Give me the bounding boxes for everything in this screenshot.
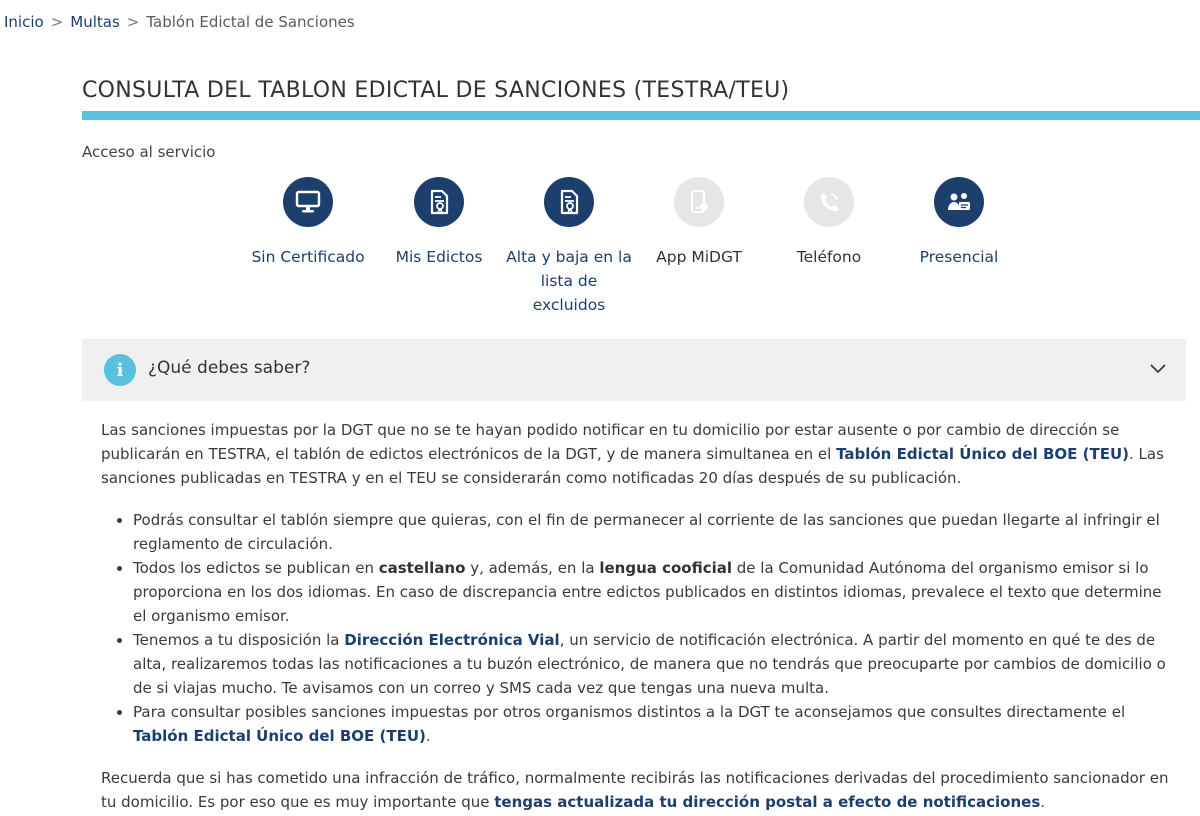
teu-boe-link-2[interactable]: Tablón Edictal Único del BOE (TEU) — [133, 727, 426, 745]
breadcrumb-separator: > — [50, 13, 64, 31]
service-presencial[interactable] — [894, 177, 1024, 269]
intro-text: Las sanciones impuestas por la DGT que no se te hayan podido notificar en tu domicilio por estar ausente o por cambio de dirección se publicarán en TESTRA, el tablón de edictos electrónicos de la DGT, y de manera simultanea en el — [101, 421, 1120, 463]
breadcrumb-current: Tablón Edictal de Sanciones — [146, 13, 355, 31]
direccion-electronica-vial-link[interactable]: Dirección Electrónica Vial — [344, 631, 560, 649]
people-icon — [934, 177, 984, 227]
list-item-text: , un servicio de notificación electrónica. A partir del momento en qué te des de alta, realizaremos todas las notificaciones a tu buzón electrónico, de manera que no tendrás que preocuparte por cambios de domicilio o de si viajas mucho. Te avisamos con un correo y SMS cada vez que tengas una nueva multa. — [133, 631, 1166, 697]
outro-paragraph — [101, 766, 1171, 814]
breadcrumb-multas-link[interactable]: Multas — [70, 13, 120, 31]
mobile-app-icon — [674, 177, 724, 227]
intro-text-end: . Las sanciones publicadas en TESTRA y en el TEU se considerarán como notificadas 20 días después de su publicación. — [101, 445, 1164, 487]
list-item-text: Todos los edictos se publican en — [133, 559, 379, 577]
breadcrumb-separator: > — [126, 13, 140, 31]
service-sin-certificado[interactable] — [243, 177, 373, 269]
list-item — [133, 508, 1171, 556]
outro-text: Recuerda que si has cometido una infracción de tráfico, normalmente recibirás las notificaciones derivadas del procedimiento sancionador en tu domicilio. Es por eso que es muy importante que — [101, 769, 1169, 811]
bold-lengua-cooficial: lengua cooficial — [599, 559, 733, 577]
breadcrumb-home-link[interactable]: Inicio — [4, 13, 44, 31]
monitor-icon — [283, 177, 333, 227]
list-item-text: Podrás consultar el tablón siempre que quieras, con el fin de permanecer al corriente de las sanciones que puedan llegarte al infringir el reglamento de circulación. — [133, 511, 1160, 553]
accordion-que-debes-saber[interactable] — [82, 339, 1186, 401]
list-item — [133, 628, 1171, 700]
title-underline — [82, 111, 1200, 120]
service-label-presencial: Presencial — [919, 248, 999, 266]
service-label-telefono: Teléfono — [796, 248, 862, 266]
accordion-title: ¿Qué debes saber? — [148, 358, 311, 378]
chevron-down-icon[interactable] — [1148, 359, 1168, 379]
intro-paragraph — [101, 418, 1171, 490]
bold-castellano: castellano — [378, 559, 466, 577]
update-postal-address-link[interactable]: tengas actualizada tu dirección postal a efecto de notificaciones — [494, 793, 1041, 811]
info-icon: i — [104, 354, 136, 386]
breadcrumb — [4, 13, 355, 31]
service-alta-baja-excluidos[interactable] — [504, 177, 634, 317]
list-item — [133, 700, 1171, 748]
document-certificate-icon — [544, 177, 594, 227]
page-title: CONSULTA DEL TABLON EDICTAL DE SANCIONES (TESTRA/TEU) — [82, 78, 790, 103]
outro-text-end: . — [1040, 793, 1046, 811]
list-item — [133, 556, 1171, 628]
service-label-alta-baja: Alta y baja en la lista de excluidos — [506, 248, 632, 314]
accordion-content — [101, 418, 1171, 814]
info-list — [101, 508, 1171, 748]
list-item-text: de la Comunidad Autónoma del organismo emisor si lo proporciona en los dos idiomas. En caso de discrepancia entre edictos publicados en distintos idiomas, prevalece el texto que determine el organismo emisor. — [133, 559, 1162, 625]
teu-boe-link[interactable]: Tablón Edictal Único del BOE (TEU) — [836, 445, 1129, 463]
service-access-label: Acceso al servicio — [82, 143, 216, 161]
service-label-sin-certificado: Sin Certificado — [251, 248, 365, 266]
phone-icon — [804, 177, 854, 227]
service-label-app-midgt: App MiDGT — [656, 248, 742, 266]
service-mis-edictos[interactable] — [374, 177, 504, 269]
list-item-text: Para consultar posibles sanciones impuestas por otros organismos distintos a la DGT te aconsejamos que consultes directamente el — [133, 703, 1126, 721]
service-telefono — [764, 177, 894, 269]
service-app-midgt — [634, 177, 764, 269]
document-certificate-icon — [414, 177, 464, 227]
list-item-text: . — [425, 727, 431, 745]
list-item-text: Tenemos a tu disposición la — [133, 631, 345, 649]
list-item-text: y, además, en la — [465, 559, 600, 577]
service-label-mis-edictos: Mis Edictos — [395, 248, 483, 266]
